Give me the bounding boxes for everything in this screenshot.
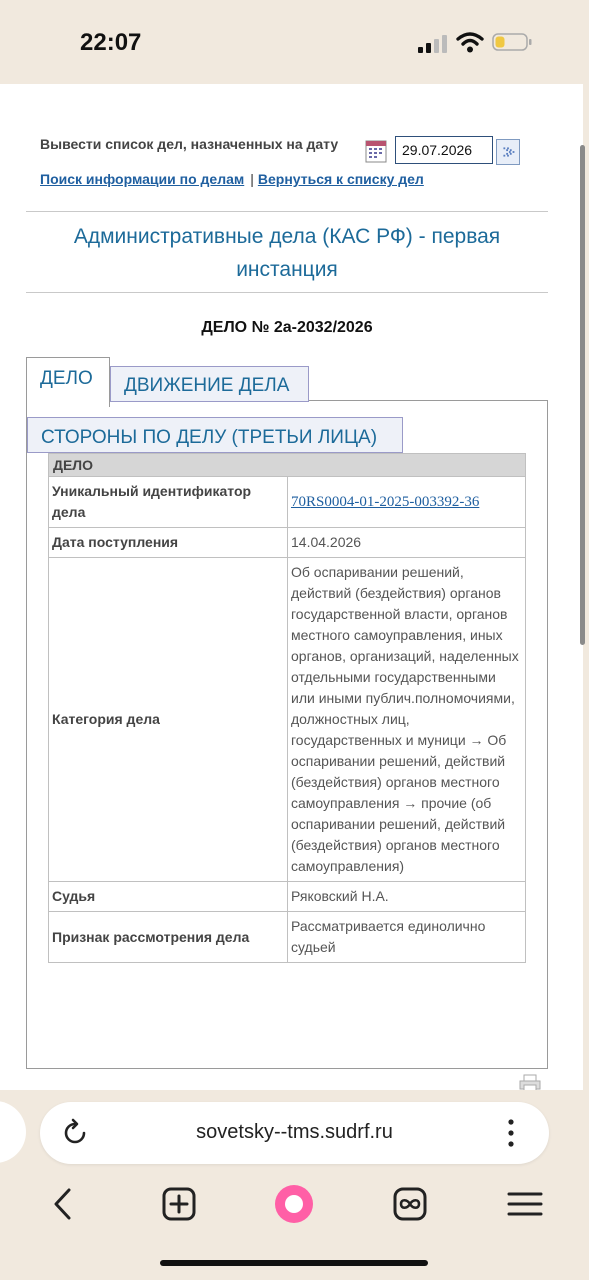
table-row [49,528,526,558]
section-title: Административные дела (КАС РФ) - первая инстанция [73,225,501,281]
row-label: Категория дела [49,558,288,882]
tab-case-movement[interactable]: ДВИЖЕНИЕ ДЕЛА [110,366,309,402]
status-time: 22:07 [80,29,142,56]
browser-nav-bar [0,1170,589,1240]
battery-icon [492,33,532,51]
row-label: Уникальный идентификатор дела [49,477,288,528]
tabs-icon[interactable] [390,1184,430,1224]
row-value: Рассматривается единолично судьей [288,912,526,963]
address-bar[interactable] [40,1102,549,1164]
table-row [49,477,526,528]
web-page [0,84,583,1090]
tab-case[interactable]: ДЕЛО [26,357,110,407]
back-icon[interactable] [44,1184,84,1224]
home-indicator [160,1260,428,1266]
more-options-icon[interactable] [506,1118,516,1148]
table-row [49,912,526,963]
row-value: Ряковский Н.А. [288,882,526,912]
row-label: Судья [49,882,288,912]
previous-tab-preview[interactable] [0,1101,26,1163]
case-uid-link[interactable]: 70RS0004-01-2025-003392-36 [291,494,480,510]
search-cases-link[interactable]: Поиск информации по делам [40,171,245,187]
row-label: Дата поступления [49,528,288,558]
table-row [49,882,526,912]
page-scrollbar[interactable] [580,145,585,645]
date-filter-label: Вывести список дел, назначенных на дату [40,136,339,152]
print-icon[interactable] [518,1074,542,1090]
header-links [40,171,424,187]
row-value: Об оспаривании решений, действий (бездействия) органов государственной власти, органов местного самоуправления, иных органов, организаций, наделенных отдельными государственными или иными публич.полномочиями, должностных лиц, государственных и муници → Об оспаривании решений, действий (бездействия) органов местного самоуправления → прочие (об оспаривании решений, действий (бездействия) органов местного самоуправления) [288,558,526,882]
status-bar [0,0,589,84]
table-header: ДЕЛО [49,454,526,477]
assistant-icon[interactable] [274,1184,314,1224]
case-number: ДЕЛО № 2а-2032/2026 [201,319,373,336]
date-input[interactable] [395,136,493,164]
case-info-table [48,453,526,963]
divider [26,292,548,293]
new-tab-icon[interactable] [159,1184,199,1224]
url-text[interactable]: sovetsky--tms.sudrf.ru [196,1121,393,1143]
back-to-list-link[interactable]: Вернуться к списку дел [257,171,424,187]
tab-parties[interactable]: СТОРОНЫ ПО ДЕЛУ (ТРЕТЬИ ЛИЦА) [27,417,403,453]
table-row [49,558,526,882]
calendar-icon[interactable] [365,139,387,163]
row-label: Признак рассмотрения дела [49,912,288,963]
link-separator: | [250,171,254,187]
wifi-icon [456,31,484,53]
row-value: 14.04.2026 [288,528,526,558]
divider [26,211,548,212]
cellular-signal-icon [418,35,448,53]
go-button[interactable] [496,139,520,165]
row-value [288,477,526,528]
menu-icon[interactable] [505,1184,545,1224]
